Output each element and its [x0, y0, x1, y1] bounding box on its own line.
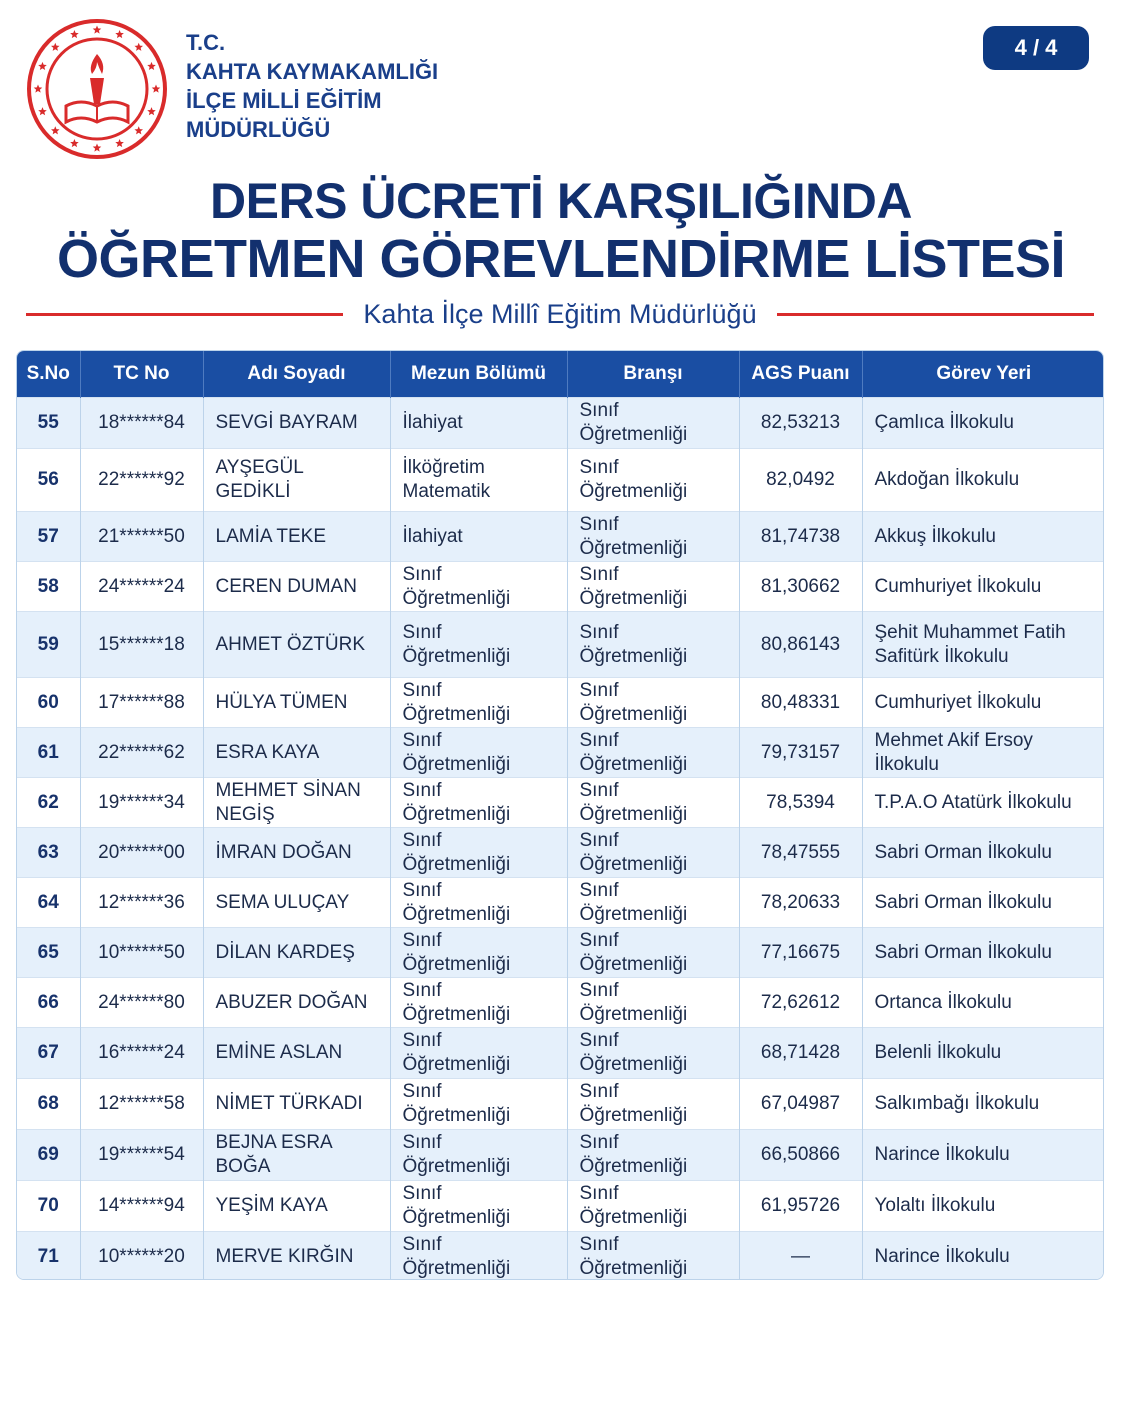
- tc-number-cell: 18******84: [80, 398, 203, 449]
- assignment-school-cell: Cumhuriyet İlkokulu: [862, 562, 1104, 612]
- ags-score-cell: —: [739, 1232, 862, 1281]
- full-name-cell: NİMET TÜRKADI: [203, 1079, 390, 1130]
- tc-number-cell: 24******24: [80, 562, 203, 612]
- full-name-cell: YEŞİM KAYA: [203, 1181, 390, 1232]
- branch-cell: Sınıf Öğretmenliği: [567, 1028, 739, 1079]
- graduation-department-cell: Sınıf Öğretmenliği: [390, 1028, 567, 1079]
- org-line: İLÇE MİLLİ EĞİTİM: [186, 88, 382, 113]
- full-name-cell: DİLAN KARDEŞ: [203, 928, 390, 978]
- graduation-department-cell: Sınıf Öğretmenliği: [390, 828, 567, 878]
- tc-number-cell: 24******80: [80, 978, 203, 1028]
- serial-number-cell: 59: [17, 612, 80, 678]
- graduation-department-cell: Sınıf Öğretmenliği: [390, 1130, 567, 1181]
- ags-score-cell: 72,62612: [739, 978, 862, 1028]
- serial-number-cell: 69: [17, 1130, 80, 1181]
- table-row: [17, 1232, 1104, 1281]
- branch-cell: Sınıf Öğretmenliği: [567, 1079, 739, 1130]
- graduation-department-cell: Sınıf Öğretmenliği: [390, 562, 567, 612]
- serial-number-cell: 62: [17, 778, 80, 828]
- ags-score-cell: 67,04987: [739, 1079, 862, 1130]
- serial-number-cell: 63: [17, 828, 80, 878]
- graduation-department-cell: Sınıf Öğretmenliği: [390, 978, 567, 1028]
- column-header: Görev Yeri: [862, 351, 1104, 398]
- graduation-department-cell: İlahiyat: [390, 398, 567, 449]
- branch-cell: Sınıf Öğretmenliği: [567, 678, 739, 728]
- table-row: [17, 778, 1104, 828]
- full-name-cell: EMİNE ASLAN: [203, 1028, 390, 1079]
- column-header: Adı Soyadı: [203, 351, 390, 398]
- branch-cell: Sınıf Öğretmenliği: [567, 562, 739, 612]
- serial-number-cell: 60: [17, 678, 80, 728]
- branch-cell: Sınıf Öğretmenliği: [567, 728, 739, 778]
- table-row: [17, 928, 1104, 978]
- table-row: [17, 678, 1104, 728]
- table-row: [17, 1079, 1104, 1130]
- ags-score-cell: 82,53213: [739, 398, 862, 449]
- tc-number-cell: 17******88: [80, 678, 203, 728]
- graduation-department-cell: Sınıf Öğretmenliği: [390, 1079, 567, 1130]
- graduation-department-cell: Sınıf Öğretmenliği: [390, 728, 567, 778]
- tc-number-cell: 22******92: [80, 449, 203, 512]
- tc-number-cell: 16******24: [80, 1028, 203, 1079]
- table-row: [17, 1181, 1104, 1232]
- ags-score-cell: 68,71428: [739, 1028, 862, 1079]
- organization-name: [186, 28, 438, 144]
- meb-emblem-icon: [26, 18, 168, 160]
- serial-number-cell: 70: [17, 1181, 80, 1232]
- full-name-cell: BEJNA ESRA BOĞA: [203, 1130, 390, 1181]
- assignment-school-cell: Salkımbağı İlkokulu: [862, 1079, 1104, 1130]
- graduation-department-cell: Sınıf Öğretmenliği: [390, 1232, 567, 1281]
- ags-score-cell: 78,20633: [739, 878, 862, 928]
- ags-score-cell: 81,74738: [739, 512, 862, 562]
- column-header: Mezun Bölümü: [390, 351, 567, 398]
- serial-number-cell: 57: [17, 512, 80, 562]
- tc-number-cell: 22******62: [80, 728, 203, 778]
- table-row: [17, 612, 1104, 678]
- branch-cell: Sınıf Öğretmenliği: [567, 612, 739, 678]
- full-name-cell: ABUZER DOĞAN: [203, 978, 390, 1028]
- branch-cell: Sınıf Öğretmenliği: [567, 398, 739, 449]
- serial-number-cell: 64: [17, 878, 80, 928]
- assignment-school-cell: Sabri Orman İlkokulu: [862, 928, 1104, 978]
- ags-score-cell: 80,48331: [739, 678, 862, 728]
- tc-number-cell: 15******18: [80, 612, 203, 678]
- full-name-cell: AYŞEGÜL GEDİKLİ: [203, 449, 390, 512]
- table-row: [17, 398, 1104, 449]
- branch-cell: Sınıf Öğretmenliği: [567, 449, 739, 512]
- table-row: [17, 1028, 1104, 1079]
- full-name-cell: HÜLYA TÜMEN: [203, 678, 390, 728]
- table-row: [17, 512, 1104, 562]
- branch-cell: Sınıf Öğretmenliği: [567, 828, 739, 878]
- graduation-department-cell: Sınıf Öğretmenliği: [390, 878, 567, 928]
- serial-number-cell: 55: [17, 398, 80, 449]
- ags-score-cell: 61,95726: [739, 1181, 862, 1232]
- assignment-school-cell: Mehmet Akif Ersoy İlkokulu: [862, 728, 1104, 778]
- assignment-school-cell: Narince İlkokulu: [862, 1232, 1104, 1281]
- graduation-department-cell: İlköğretim Matematik: [390, 449, 567, 512]
- full-name-cell: AHMET ÖZTÜRK: [203, 612, 390, 678]
- serial-number-cell: 71: [17, 1232, 80, 1281]
- full-name-cell: İMRAN DOĞAN: [203, 828, 390, 878]
- full-name-cell: LAMİA TEKE: [203, 512, 390, 562]
- branch-cell: Sınıf Öğretmenliği: [567, 1130, 739, 1181]
- assignment-school-cell: Şehit Muhammet Fatih Safitürk İlkokulu: [862, 612, 1104, 678]
- full-name-cell: MEHMET SİNAN NEGİŞ: [203, 778, 390, 828]
- serial-number-cell: 65: [17, 928, 80, 978]
- branch-cell: Sınıf Öğretmenliği: [567, 512, 739, 562]
- full-name-cell: ESRA KAYA: [203, 728, 390, 778]
- tc-number-cell: 10******20: [80, 1232, 203, 1281]
- column-header: TC No: [80, 351, 203, 398]
- tc-number-cell: 14******94: [80, 1181, 203, 1232]
- org-line: KAHTA KAYMAKAMLIĞI: [186, 59, 439, 84]
- graduation-department-cell: İlahiyat: [390, 512, 567, 562]
- assignment-school-cell: Çamlıca İlkokulu: [862, 398, 1104, 449]
- table-row: [17, 828, 1104, 878]
- ags-score-cell: 79,73157: [739, 728, 862, 778]
- table-header-row: [17, 351, 1104, 398]
- title-line-1: DERS ÜCRETİ KARŞILIĞINDA: [210, 173, 912, 229]
- table-row: [17, 562, 1104, 612]
- table-row: [17, 878, 1104, 928]
- org-line: MÜDÜRLÜĞÜ: [186, 117, 331, 142]
- tc-number-cell: 21******50: [80, 512, 203, 562]
- branch-cell: Sınıf Öğretmenliği: [567, 928, 739, 978]
- divider-left: [26, 313, 343, 316]
- graduation-department-cell: Sınıf Öğretmenliği: [390, 678, 567, 728]
- assignment-table: [16, 350, 1104, 1280]
- graduation-department-cell: Sınıf Öğretmenliği: [390, 928, 567, 978]
- assignment-school-cell: Narince İlkokulu: [862, 1130, 1104, 1181]
- ags-score-cell: 82,0492: [739, 449, 862, 512]
- assignment-school-cell: T.P.A.O Atatürk İlkokulu: [862, 778, 1104, 828]
- full-name-cell: SEMA ULUÇAY: [203, 878, 390, 928]
- column-header: Branşı: [567, 351, 739, 398]
- serial-number-cell: 67: [17, 1028, 80, 1079]
- table-row: [17, 1130, 1104, 1181]
- tc-number-cell: 19******54: [80, 1130, 203, 1181]
- table-row: [17, 978, 1104, 1028]
- branch-cell: Sınıf Öğretmenliği: [567, 1181, 739, 1232]
- graduation-department-cell: Sınıf Öğretmenliği: [390, 1181, 567, 1232]
- table-row: [17, 728, 1104, 778]
- tc-number-cell: 12******58: [80, 1079, 203, 1130]
- ags-score-cell: 77,16675: [739, 928, 862, 978]
- column-header: AGS Puanı: [739, 351, 862, 398]
- assignment-school-cell: Akdoğan İlkokulu: [862, 449, 1104, 512]
- assignment-school-cell: Belenli İlkokulu: [862, 1028, 1104, 1079]
- tc-number-cell: 10******50: [80, 928, 203, 978]
- tc-number-cell: 12******36: [80, 878, 203, 928]
- column-header: S.No: [17, 351, 80, 398]
- full-name-cell: SEVGİ BAYRAM: [203, 398, 390, 449]
- full-name-cell: CEREN DUMAN: [203, 562, 390, 612]
- ags-score-cell: 78,5394: [739, 778, 862, 828]
- branch-cell: Sınıf Öğretmenliği: [567, 778, 739, 828]
- subtitle-row: [26, 296, 1094, 332]
- ags-score-cell: 66,50866: [739, 1130, 862, 1181]
- serial-number-cell: 61: [17, 728, 80, 778]
- page-title: [0, 172, 1122, 288]
- ags-score-cell: 80,86143: [739, 612, 862, 678]
- serial-number-cell: 56: [17, 449, 80, 512]
- table-row: [17, 449, 1104, 512]
- tc-number-cell: 20******00: [80, 828, 203, 878]
- divider-right: [777, 313, 1094, 316]
- assignment-school-cell: Akkuş İlkokulu: [862, 512, 1104, 562]
- assignment-school-cell: Cumhuriyet İlkokulu: [862, 678, 1104, 728]
- branch-cell: Sınıf Öğretmenliği: [567, 978, 739, 1028]
- assignment-school-cell: Sabri Orman İlkokulu: [862, 828, 1104, 878]
- graduation-department-cell: Sınıf Öğretmenliği: [390, 778, 567, 828]
- serial-number-cell: 68: [17, 1079, 80, 1130]
- assignment-school-cell: Yolaltı İlkokulu: [862, 1181, 1104, 1232]
- serial-number-cell: 58: [17, 562, 80, 612]
- serial-number-cell: 66: [17, 978, 80, 1028]
- ags-score-cell: 81,30662: [739, 562, 862, 612]
- branch-cell: Sınıf Öğretmenliği: [567, 878, 739, 928]
- assignment-school-cell: Ortanca İlkokulu: [862, 978, 1104, 1028]
- assignment-school-cell: Sabri Orman İlkokulu: [862, 878, 1104, 928]
- page-subtitle: Kahta İlçe Millî Eğitim Müdürlüğü: [363, 298, 757, 329]
- branch-cell: Sınıf Öğretmenliği: [567, 1232, 739, 1281]
- ags-score-cell: 78,47555: [739, 828, 862, 878]
- org-line: T.C.: [186, 30, 226, 55]
- full-name-cell: MERVE KIRĞIN: [203, 1232, 390, 1281]
- title-line-2: ÖĞRETMEN GÖREVLENDİRME LİSTESİ: [56, 229, 1066, 289]
- tc-number-cell: 19******34: [80, 778, 203, 828]
- page-indicator: 4 / 4: [983, 26, 1089, 70]
- graduation-department-cell: Sınıf Öğretmenliği: [390, 612, 567, 678]
